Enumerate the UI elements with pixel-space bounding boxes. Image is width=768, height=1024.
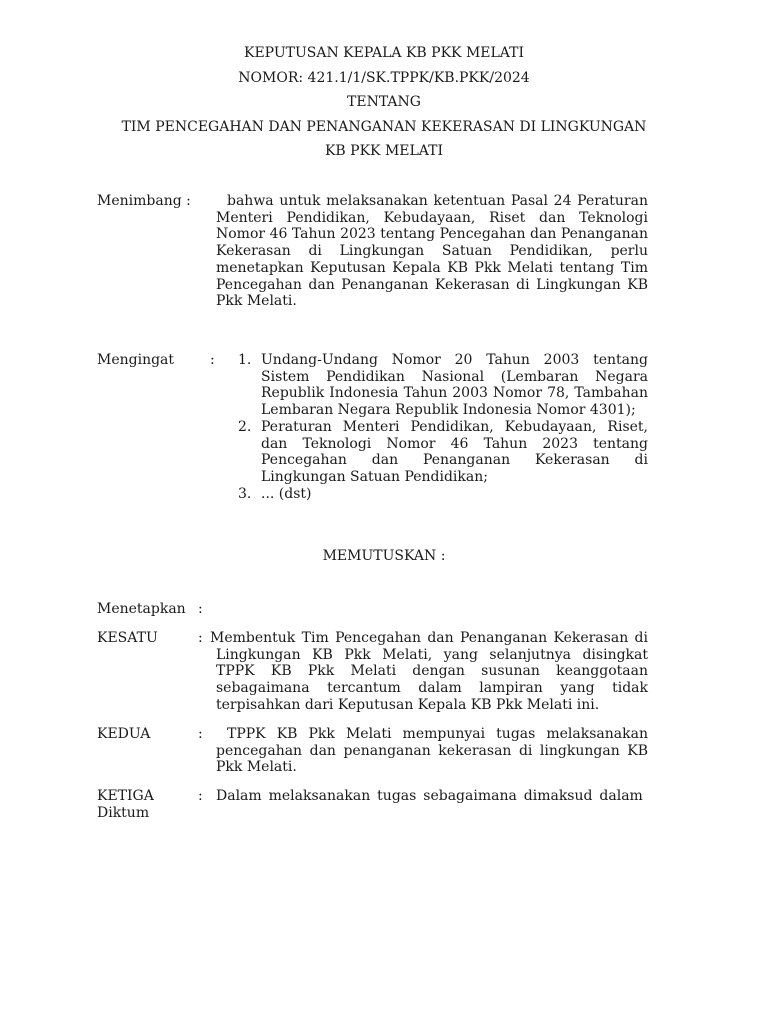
kesatu-colon: : [198, 630, 203, 646]
list-item-number: 2. [238, 418, 252, 435]
kedua-label: KEDUA [97, 726, 151, 742]
decree-title: KEPUTUSAN KEPALA KB PKK MELATI [243, 45, 525, 61]
list-item-number: 1. [238, 352, 252, 368]
mengingat-colon: : [210, 352, 215, 368]
kedua-colon: : [198, 726, 203, 742]
ketiga-label-line2: Diktum [97, 804, 150, 821]
mengingat-label: Mengingat [97, 352, 175, 368]
list-item [238, 486, 648, 503]
ketiga-label [97, 788, 154, 821]
list-item-text: ... (dst) [261, 485, 312, 502]
menimbang-text: bahwa untuk melaksanakan ketentuan Pasal 24 Peraturan Menteri Pendidikan, Kebudayaan, Riset dan Teknologi Nomor 46 Tahun 2023 tentang Pencegahan dan Penanganan Kekerasan di Lingkungan Satuan Pendidikan, perlu menetapkan Keputusan Kepala KB Pkk Melati tentang Tim Pencegahan dan Penanganan Kekerasan di Lingkungan KB Pkk Melati. [216, 193, 648, 310]
menetapkan-label: Menetapkan [97, 601, 186, 617]
ketiga-text: Dalam melaksanakan tugas sebagaimana dimaksud dalam [216, 788, 643, 804]
ketiga-label-line1: KETIGA [97, 788, 154, 804]
list-item-number: 3. [238, 485, 252, 502]
list-item [238, 419, 648, 486]
list-item [238, 352, 648, 419]
list-item-text: Peraturan Menteri Pendidikan, Kebudayaan, Riset, dan Teknologi Nomor 46 Tahun 2023 tentang Pencegahan dan Penanganan Kekerasan di Lingkungan Satuan Pendidikan; [261, 418, 648, 485]
decree-tentang: TENTANG [347, 94, 421, 110]
ketiga-colon: : [198, 788, 203, 804]
decree-subject-cont: KB PKK MELATI [324, 143, 444, 159]
kesatu-label: KESATU [97, 630, 158, 646]
menetapkan-colon: : [198, 601, 203, 617]
list-item-text: Undang-Undang Nomor 20 Tahun 2003 tentang Sistem Pendidikan Nasional (Lembaran Negara Republik Indonesia Tahun 2003 Nomor 78, Tambahan Lembaran Negara Republik Indonesia Nomor 4301); [261, 352, 648, 419]
mengingat-list [238, 352, 648, 502]
menimbang-label: Menimbang : [97, 193, 191, 209]
decree-subject: TIM PENCEGAHAN DAN PENANGANAN KEKERASAN DI LINGKUNGAN [121, 118, 647, 135]
decree-number: NOMOR: 421.1/1/SK.TPPK/KB.PKK/2024 [238, 69, 530, 86]
document-header [0, 41, 768, 164]
memutuskan-heading: MEMUTUSKAN : [322, 548, 446, 564]
kesatu-text: Membentuk Tim Pencegahan dan Penanganan Kekerasan di Lingkungan KB Pkk Melati, yang selanjutnya disingkat TPPK KB Pkk Melati dengan susunan keanggotaan sebagaimana tercantum dalam lampiran yang tidak terpisahkan dari Keputusan Kepala KB Pkk Melati ini. [210, 630, 648, 713]
kedua-text: TPPK KB Pkk Melati mempunyai tugas melaksanakan pencegahan dan penanganan kekerasan di lingkungan KB Pkk Melati. [216, 726, 648, 776]
